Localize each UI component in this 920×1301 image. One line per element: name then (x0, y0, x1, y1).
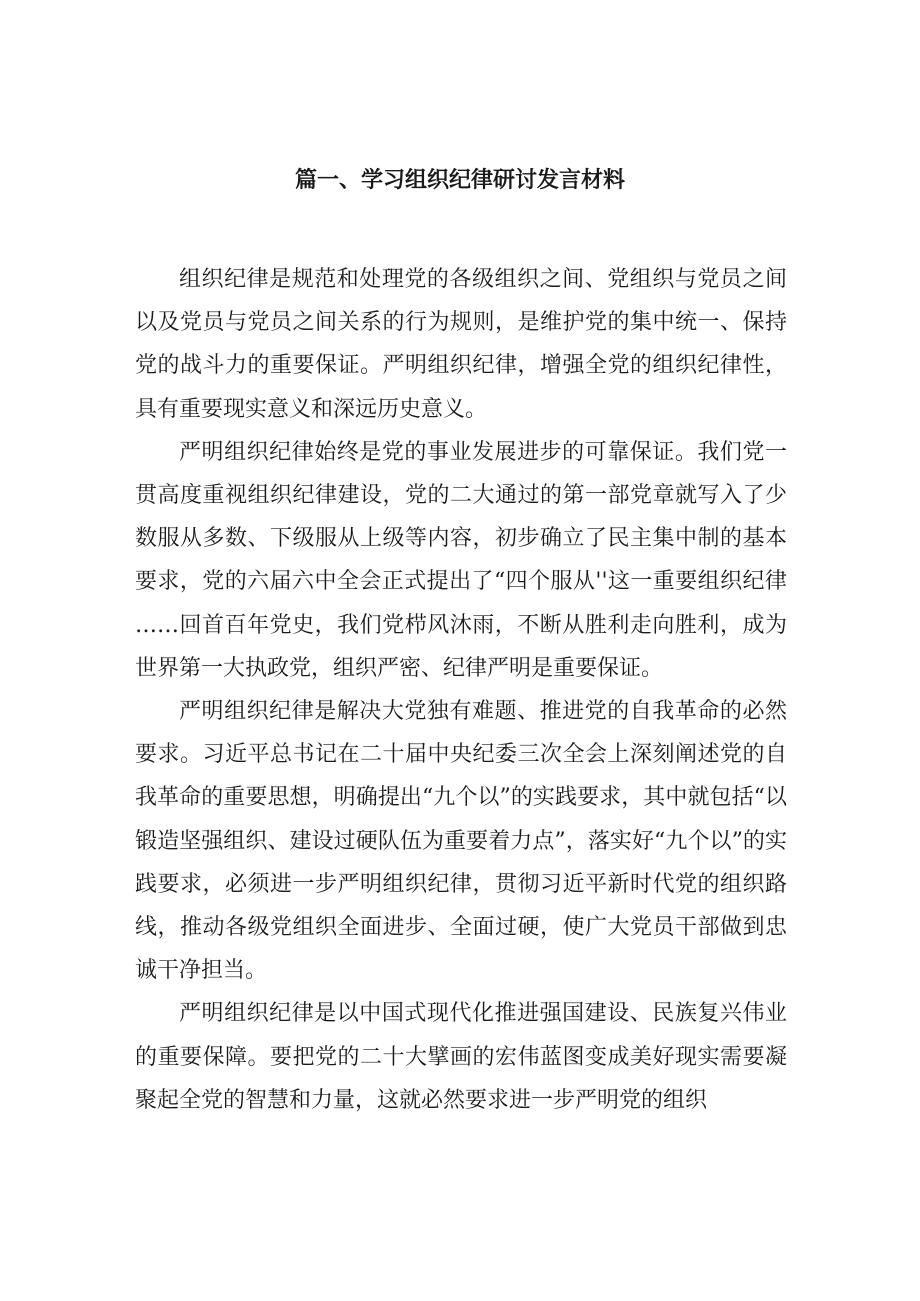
paragraph: 严明组织纪律始终是党的事业发展进步的可靠保证。我们党一贯高度重视组织纪律建设，党的二大通过的第一部党章就写入了少数服从多数、下级服从上级等内容，初步确立了民主集中制的基本要求，党的六届六中全会正式提出了“四个服从''这一重要组织纪律……回首百年党史，我们党栉风沐雨，不断从胜利走向胜利，成为世界第一大执政党，组织严密、纪律严明是重要保证。 (135, 439, 787, 681)
paragraph: 严明组织纪律是以中国式现代化推进强国建设、民族复兴伟业的重要保障。要把党的二十大擘画的宏伟蓝图变成美好现实需要凝聚起全党的智慧和力量，这就必然要求进一步严明党的组织 (135, 1001, 787, 1113)
document-body (135, 258, 787, 1122)
paragraph: 严明组织纪律是解决大党独有难题、推进党的自我革命的必然要求。习近平总书记在二十届中央纪委三次全会上深刻阐述党的自我革命的重要思想，明确提出“九个以”的实践要求，其中就包括“以锻造坚强组织、建设过硬队伍为重要着力点”，落实好“九个以”的实践要求，必须进一步严明组织纪律，贯彻习近平新时代党的组织路线，推动各级党组织全面进步、全面过硬，使广大党员干部做到忠诚干净担当。 (135, 699, 787, 984)
document-title: 篇一、学习组织纪律研讨发言材料 (294, 168, 625, 193)
paragraph: 组织纪律是规范和处理党的各级组织之间、党组织与党员之间以及党员与党员之间关系的行为规则，是维护党的集中统一、保持党的战斗力的重要保证。严明组织纪律，增强全党的组织纪律性，具有重要现实意义和深远历史意义。 (135, 267, 787, 422)
